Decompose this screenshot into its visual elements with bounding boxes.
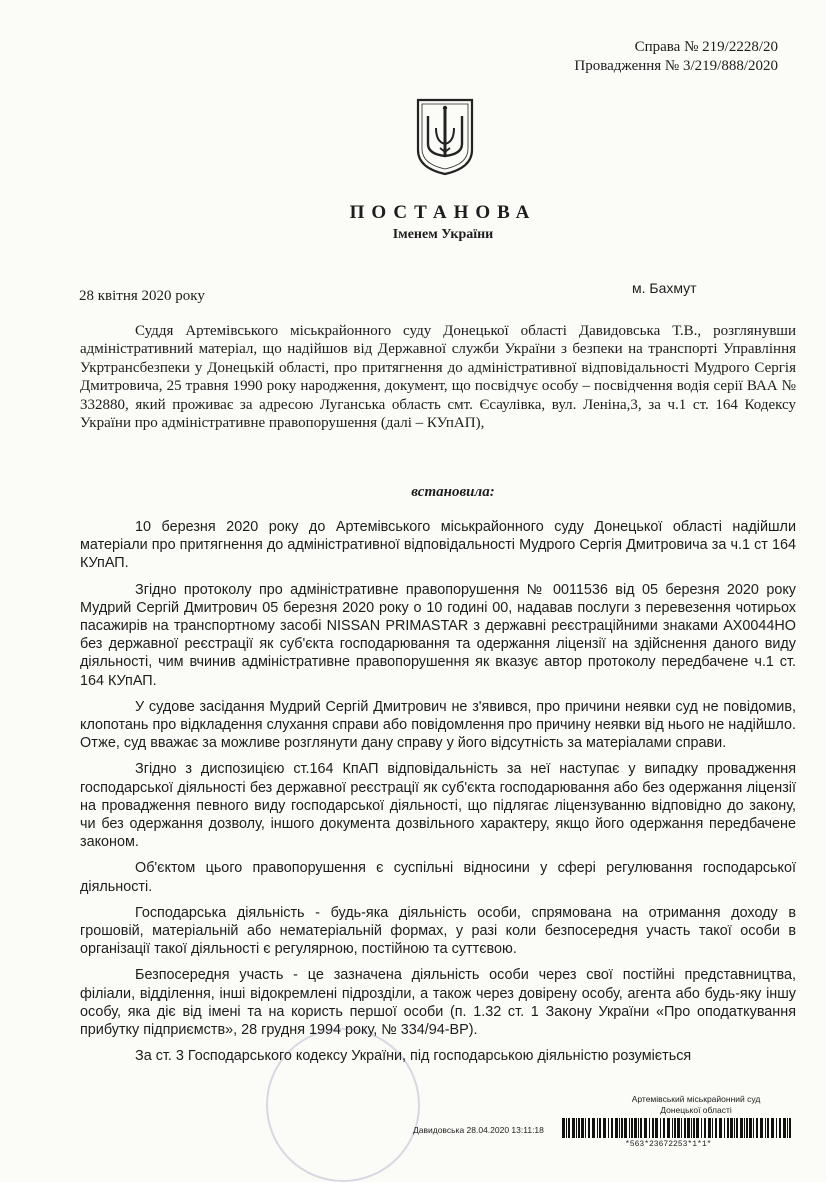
barcode-bar xyxy=(615,1118,618,1138)
barcode-bar xyxy=(767,1118,769,1138)
barcode-bar xyxy=(629,1118,630,1138)
barcode-bar xyxy=(674,1118,676,1138)
barcode-bar xyxy=(740,1118,743,1138)
barcode-bar xyxy=(736,1118,738,1138)
barcode-bar xyxy=(644,1118,647,1138)
paragraph: Безпосередня участь - це зазначена діяльність особи через свої постійні представництва, філіали, відділення, інші відокремлені підрозділи, а також через довірену особу, агента або будь-яку іншу особу, яка діє від імені та на користь першої особи (п. 1.32 ст. 1 Закону України «Про оподаткування прибутку підприємств», 28 грудня 1994 року, № 334/94-ВР). xyxy=(80,967,796,1039)
barcode-bar xyxy=(704,1118,706,1138)
barcode-bar xyxy=(597,1118,598,1138)
proceeding-number: Провадження № 3/219/888/2020 xyxy=(574,58,778,74)
footer-court xyxy=(606,1094,786,1116)
document-city: м. Бахмут xyxy=(632,280,697,296)
barcode-bar xyxy=(744,1118,745,1138)
barcode-bar xyxy=(701,1118,702,1138)
barcode-bar xyxy=(562,1118,565,1138)
case-number: Справа № 219/2228/20 xyxy=(634,39,778,55)
barcode-bar xyxy=(753,1118,754,1138)
paragraph: За ст. 3 Господарського кодексу України, під господарською діяльністю розуміється xyxy=(135,1048,692,1065)
barcode-bar xyxy=(715,1118,717,1138)
paragraph: 10 березня 2020 року до Артемівського міськрайонного суду Донецької області надійшли матеріали про притягнення до адміністративної відповідальності Мудрого Сергія Дмитровича за ч.1 ст 164 КУпАП. xyxy=(80,519,796,572)
barcode-bar xyxy=(734,1118,735,1138)
barcode-bar xyxy=(566,1118,567,1138)
paragraph: У судове засідання Мудрий Сергій Дмитрович не з'явився, про причини неявки суд не повідомив, клопотань про відкладення слухання справи або повідомлення про причину неявки від нього не надійшло. Отже, суд вважає за можливе розглянути дану справу у його відсутність за матеріалами справи. xyxy=(80,698,796,752)
document-date: 28 квітня 2020 року xyxy=(79,288,205,304)
barcode-bar xyxy=(719,1118,722,1138)
barcode-bar xyxy=(708,1118,711,1138)
barcode-bar xyxy=(611,1118,613,1138)
barcode-bar xyxy=(771,1118,774,1138)
barcode-bar xyxy=(746,1118,748,1138)
barcode-bar xyxy=(693,1118,695,1138)
barcode-bar xyxy=(603,1118,606,1138)
barcode-bar xyxy=(652,1118,654,1138)
barcode-bar xyxy=(667,1118,670,1138)
barcode-bar xyxy=(599,1118,601,1138)
footer-court-line2: Донецької області xyxy=(660,1105,732,1115)
barcode-bar xyxy=(724,1118,725,1138)
barcode-bar xyxy=(672,1118,673,1138)
resolved-heading: встановила: xyxy=(411,484,495,500)
barcode-bar xyxy=(581,1118,584,1138)
case-number-block xyxy=(574,38,778,76)
barcode-bar xyxy=(787,1118,788,1138)
paragraph: Згідно протоколу про адміністративне правопорушення № 0011536 від 05 березня 2020 року Мудрий Сергій Дмитрович 05 березня 2020 року о 10 годині 00, надавав послуги з перевезення чотирьох пасажирів на транспортному засобі NISSAN PRIMASTAR з державні реєстраційними знаками АХ0044НО без державної реєстрації як суб'єкта господарювання та одержання ліцензії на здійснення даного виду діяльності, чим вчинив адміністративне правопорушення як вказує автор протоколу передбачене ч.1 ст. 164 КУпАП. xyxy=(80,581,796,689)
paragraph: Господарська діяльність - будь-яка діяльність особи, спрямована на отримання доходу в грошовій, матеріальній або нематеріальній формах, у разі коли безпосередня участь такої особи в організації такої діяльності є регулярною, постійною та суттєвою. xyxy=(80,904,796,958)
barcode-bar xyxy=(608,1118,609,1138)
barcode-bar xyxy=(756,1118,758,1138)
barcode-bar xyxy=(660,1118,661,1138)
barcode-bar xyxy=(638,1118,639,1138)
barcode-bar xyxy=(588,1118,590,1138)
barcode-bar xyxy=(576,1118,577,1138)
barcode-bar xyxy=(765,1118,766,1138)
barcode-bar xyxy=(779,1118,781,1138)
barcode-icon xyxy=(562,1118,792,1138)
barcode-bar xyxy=(776,1118,777,1138)
barcode-bar xyxy=(655,1118,658,1138)
document-subtitle: Іменем України xyxy=(392,227,494,242)
barcode-bar xyxy=(684,1118,686,1138)
barcode-bar xyxy=(634,1118,637,1138)
barcode-bar xyxy=(663,1118,665,1138)
barcode-bar xyxy=(677,1118,680,1138)
barcode-bar xyxy=(640,1118,642,1138)
barcode-bar xyxy=(624,1118,627,1138)
footer-court-line1: Артемівський міськрайонний суд xyxy=(631,1094,761,1104)
barcode-bar xyxy=(749,1118,752,1138)
barcode-text: *563*23672253*1*1* xyxy=(625,1140,712,1149)
barcode-bar xyxy=(727,1118,729,1138)
intro-paragraph: Суддя Артемівського міськрайонного суду Донецької області Давидовська Т.В., розглянувши адміністративний матеріал, що надійшов від Державної служби України з безпеки на транспорті Управління Укртрансбезпеки у Донецькій області, про притягнення до адміністративної відповідальності Мудрого Сергія Дмитровича, 25 травня 1990 року народження, документ, що посвідчує особу – посвідчення водія серії ВАА № 332880, який проживає за адресою Луганська область смт. Єсаулівка, вул. Леніна,3, за ч.1 ст. 164 Кодексу України про адміністративне правопорушення (далі – КУпАП), xyxy=(80,323,796,432)
barcode-bar xyxy=(568,1118,570,1138)
trident-coat-of-arms-icon xyxy=(416,98,474,176)
paragraph: Згідно з диспозицією ст.164 КпАП відповідальність за неї наступає у випадку провадження господарської діяльності без державної реєстрації як суб'єкта господарювання або без одержання ліцензії на провадження певного виду господарської діяльності, що підлягає ліцензуванню відповідно до закону, чи без одержання дозволу, іншого документа дозвільного характеру, якщо його одержання передбачене законом. xyxy=(80,761,796,851)
barcode-bar xyxy=(592,1118,595,1138)
barcode-bar xyxy=(649,1118,650,1138)
barcode-bar xyxy=(712,1118,713,1138)
barcode-bar xyxy=(585,1118,586,1138)
barcode-bar xyxy=(691,1118,692,1138)
document-title: ПОСТАНОВА xyxy=(349,202,537,223)
barcode-bar xyxy=(789,1118,791,1138)
barcode-bar xyxy=(783,1118,786,1138)
barcode-bar xyxy=(681,1118,682,1138)
barcode-bar xyxy=(621,1118,623,1138)
paragraph: Об'єктом цього правопорушення є суспільні відносини у сфері регулювання господарської діяльності. xyxy=(80,860,796,895)
barcode-bar xyxy=(696,1118,699,1138)
court-stamp xyxy=(266,1028,420,1182)
barcode-bar xyxy=(572,1118,575,1138)
barcode-bar xyxy=(760,1118,763,1138)
barcode-bar xyxy=(619,1118,620,1138)
barcode-bar xyxy=(687,1118,690,1138)
footer-signature: Давидовська 28.04.2020 13:11:18 xyxy=(413,1125,544,1135)
body-paragraphs xyxy=(80,518,796,1073)
barcode-bar xyxy=(730,1118,733,1138)
barcode-bar xyxy=(631,1118,633,1138)
barcode-bar xyxy=(578,1118,580,1138)
